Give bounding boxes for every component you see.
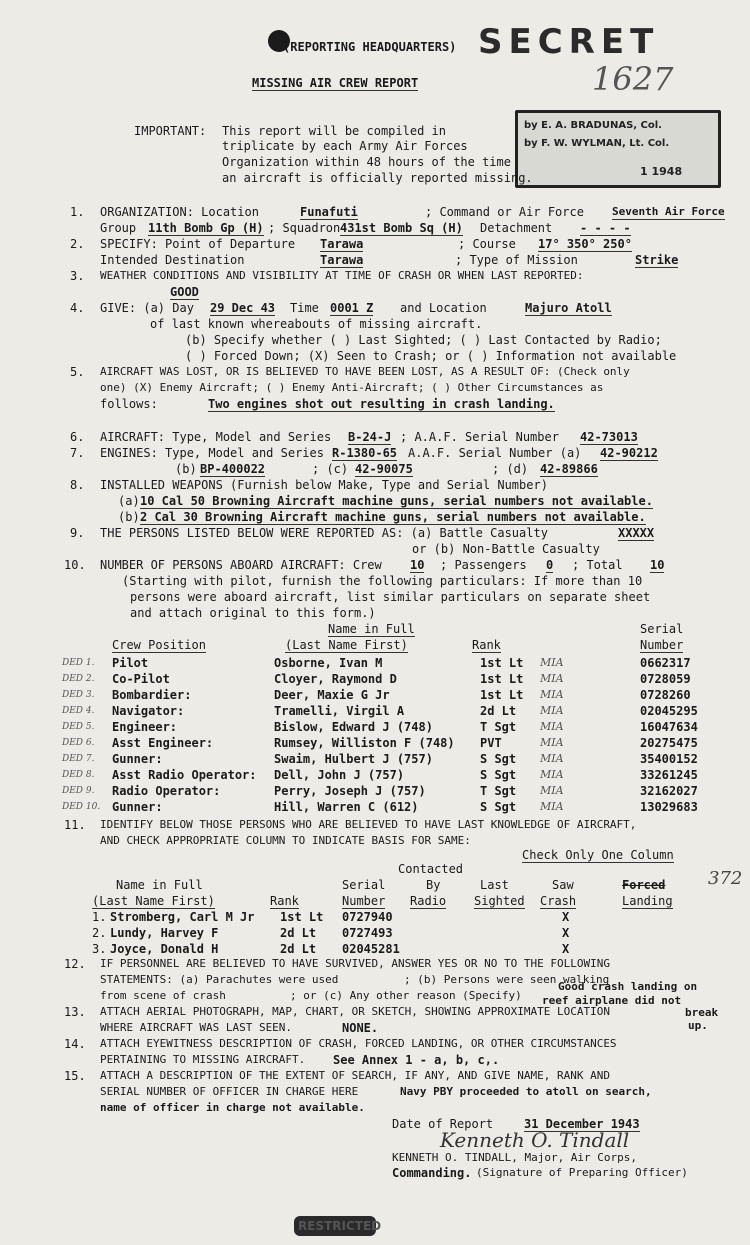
crew-position: Radio Operator: xyxy=(112,784,221,798)
crew-status: MIA xyxy=(540,784,564,797)
witness-crash: X xyxy=(562,926,570,940)
crew-position: Gunner: xyxy=(112,800,163,814)
crew-serial: 0728059 xyxy=(640,672,691,686)
secret-stamp: SECRET xyxy=(478,22,660,62)
item-1-label-squadron: ; Squadron xyxy=(268,221,341,235)
item-14-number: 14. xyxy=(64,1037,86,1051)
crew-row xyxy=(0,688,750,703)
crew-header-name: (Last Name First) xyxy=(285,638,408,652)
item-7-model: R-1380-65 xyxy=(332,446,398,460)
item-11-header-radio: Radio xyxy=(410,894,447,908)
crew-row xyxy=(0,736,750,751)
witness-crash: X xyxy=(562,942,570,956)
item-11-header-name: (Last Name First) xyxy=(92,894,215,908)
item-11-number: 11. xyxy=(64,818,86,832)
item-8-weapons-b: 2 Cal 30 Browning Aircraft machine guns, serial numbers not available. xyxy=(140,510,646,524)
item-1-squadron: 431st Bomb Sq (H) xyxy=(340,221,463,235)
item-10-line-2: (Starting with pilot, furnish the following particulars: If more than 10 xyxy=(122,574,643,588)
item-12-answer-2: reef airplane did not xyxy=(542,994,682,1007)
item-2-label-departure: SPECIFY: Point of Departure xyxy=(100,237,296,251)
item-11-header-serial-top: Serial xyxy=(342,878,386,892)
crew-position: Pilot xyxy=(112,656,149,670)
crew-position: Asst Engineer: xyxy=(112,736,214,750)
item-9-battle-casualty: XXXXX xyxy=(618,526,655,540)
item-4-label-day: GIVE: (a) Day xyxy=(100,301,194,315)
declass-line-3: 1 1948 xyxy=(640,165,683,178)
item-14-line-1: ATTACH EYEWITNESS DESCRIPTION OF CRASH, FORCED LANDING, OR OTHER CIRCUMSTANCES xyxy=(100,1037,617,1050)
crew-position: Asst Radio Operator: xyxy=(112,768,257,782)
item-9-number: 9. xyxy=(70,526,85,540)
crew-rank: S Sgt xyxy=(480,768,517,782)
bottom-stamp-text: RESTRICTED xyxy=(298,1219,382,1233)
crew-header-position: Crew Position xyxy=(112,638,206,652)
item-4-line-3: (b) Specify whether ( ) Last Sighted; ( ) Last Contacted by Radio; xyxy=(185,333,662,347)
item-15-line-1: ATTACH A DESCRIPTION OF THE EXTENT OF SEARCH, IF ANY, AND GIVE NAME, RANK AND xyxy=(100,1069,610,1082)
item-14-line-2: PERTAINING TO MISSING AIRCRAFT. xyxy=(100,1053,306,1066)
item-13-value: NONE. xyxy=(342,1021,379,1035)
crew-name: Deer, Maxie G Jr xyxy=(274,688,390,702)
crew-mark: DED 9. xyxy=(62,786,95,796)
crew-rank: PVT xyxy=(480,736,502,750)
item-1-label-command: ; Command or Air Force xyxy=(425,205,584,219)
item-1-label-detachment: Detachment xyxy=(480,221,553,235)
item-4-time: 0001 Z xyxy=(330,301,374,315)
item-1-number: 1. xyxy=(70,205,85,219)
crew-serial: 32162027 xyxy=(640,784,698,798)
item-5-number: 5. xyxy=(70,365,85,379)
item-11-header-last: Last xyxy=(480,878,509,892)
item-10-label-total: ; Total xyxy=(572,558,623,572)
witness-serial: 02045281 xyxy=(342,942,400,956)
crew-serial: 0728260 xyxy=(640,688,691,702)
crew-name: Dell, John J (757) xyxy=(274,768,405,782)
crew-serial: 16047634 xyxy=(640,720,698,734)
crew-status: MIA xyxy=(540,656,564,669)
item-8-label: INSTALLED WEAPONS (Furnish below Make, Type and Serial Number) xyxy=(100,478,548,492)
witness-name: Joyce, Donald H xyxy=(110,942,219,956)
date-of-report-label: Date of Report xyxy=(392,1117,494,1131)
item-10-crew: 10 xyxy=(410,558,425,572)
reporting-headquarters: (REPORTING HEADQUARTERS) xyxy=(283,40,457,54)
item-9-line-2: or (b) Non-Battle Casualty xyxy=(412,542,600,556)
crew-mark: DED 10. xyxy=(62,802,101,812)
witness-row xyxy=(0,910,750,925)
crew-header-rank: Rank xyxy=(472,638,501,652)
crew-mark: DED 2. xyxy=(62,674,95,684)
item-12-line-3: from scene of crash xyxy=(100,989,226,1002)
item-4-line-4: ( ) Forced Down; (X) Seen to Crash; or ( ) Information not available xyxy=(185,349,677,363)
declass-line-1: by E. A. BRADUNAS, Col. xyxy=(524,120,662,131)
crew-mark: DED 6. xyxy=(62,738,95,748)
item-11-line-2: AND CHECK APPROPRIATE COLUMN TO INDICATE BASIS FOR SAME: xyxy=(100,834,471,847)
item-1-command: Seventh Air Force xyxy=(612,205,725,218)
important-line-4: an aircraft is officially reported missing. xyxy=(222,171,533,185)
crew-row xyxy=(0,800,750,815)
item-2-departure: Tarawa xyxy=(320,237,364,251)
item-12-number: 12. xyxy=(64,957,86,971)
item-15-value-2: name of officer in charge not available. xyxy=(100,1101,365,1114)
crew-header-serial: Number xyxy=(640,638,684,652)
crew-status: MIA xyxy=(540,704,564,717)
crew-serial: 33261245 xyxy=(640,768,698,782)
witness-n: 3. xyxy=(92,942,107,956)
crew-name: Swaim, Hulbert J (757) xyxy=(274,752,433,766)
crew-rank: 1st Lt xyxy=(480,656,524,670)
item-1-location: Funafuti xyxy=(300,205,358,219)
item-6-model: B-24-J xyxy=(348,430,392,444)
crew-rank: S Sgt xyxy=(480,752,517,766)
crew-position: Navigator: xyxy=(112,704,185,718)
crew-serial: 02045295 xyxy=(640,704,698,718)
item-8-number: 8. xyxy=(70,478,85,492)
item-11-header-sighted: Sighted xyxy=(474,894,525,908)
crew-name: Rumsey, Williston F (748) xyxy=(274,736,455,750)
item-11-header-forced: Forced xyxy=(622,878,666,892)
crew-row xyxy=(0,720,750,735)
item-7-label-model: ENGINES: Type, Model and Series xyxy=(100,446,324,460)
item-5-line-2: one) (X) Enemy Aircraft; ( ) Enemy Anti-Aircraft; ( ) Other Circumstances as xyxy=(100,381,604,394)
item-8-label-b: (b) xyxy=(118,510,140,524)
crew-position: Co-Pilot xyxy=(112,672,170,686)
witness-name: Lundy, Harvey F xyxy=(110,926,219,940)
item-7-label-d: ; (d) xyxy=(492,462,529,476)
item-3-weather: GOOD xyxy=(170,285,199,299)
item-4-label-time: Time xyxy=(290,301,319,315)
item-7-label-serial: A.A.F. Serial Number (a) xyxy=(408,446,582,460)
item-8-label-a: (a) xyxy=(118,494,140,508)
crew-rank: S Sgt xyxy=(480,800,517,814)
item-5-line-1: AIRCRAFT WAS LOST, OR IS BELIEVED TO HAVE BEEN LOST, AS A RESULT OF: (Check only xyxy=(100,365,630,378)
item-7-label-b: (b) xyxy=(175,462,197,476)
crew-rank: 2d Lt xyxy=(480,704,517,718)
crew-name: Tramelli, Virgil A xyxy=(274,704,405,718)
item-13-line-2: WHERE AIRCRAFT WAS LAST SEEN. xyxy=(100,1021,293,1034)
item-11-check-note: Check Only One Column xyxy=(522,848,674,862)
item-2-mission: Strike xyxy=(635,253,679,267)
crew-serial: 20275475 xyxy=(640,736,698,750)
item-12-line-2b: ; (b) Persons were seen walking xyxy=(404,973,610,986)
item-13-number: 13. xyxy=(64,1005,86,1019)
item-10-total: 10 xyxy=(650,558,665,572)
item-11-header-crash: Crash xyxy=(540,894,577,908)
item-12-answer-1: Good crash landing on xyxy=(558,980,698,993)
item-12-answer-3: break xyxy=(685,1006,719,1019)
signature-caption: (Signature of Preparing Officer) xyxy=(476,1166,688,1179)
item-10-label-crew: NUMBER OF PERSONS ABOARD AIRCRAFT: Crew xyxy=(100,558,382,572)
item-1-group: 11th Bomb Gp (H) xyxy=(148,221,264,235)
crew-status: MIA xyxy=(540,688,564,701)
item-12-line-2: STATEMENTS: (a) Parachutes were used xyxy=(100,973,339,986)
crew-status: MIA xyxy=(540,768,564,781)
item-10-line-3: persons were aboard aircraft, list similar particulars on separate sheet xyxy=(130,590,651,604)
crew-name: Bislow, Edward J (748) xyxy=(274,720,433,734)
witness-name: Stromberg, Carl M Jr xyxy=(110,910,255,924)
crew-name: Perry, Joseph J (757) xyxy=(274,784,426,798)
item-1-label-group: Group xyxy=(100,221,137,235)
item-10-line-4: and attach original to this form.) xyxy=(130,606,376,620)
item-7-serial-b: BP-400022 xyxy=(200,462,266,476)
item-4-line-2: of last known whereabouts of missing aircraft. xyxy=(150,317,483,331)
item-6-label-model: AIRCRAFT: Type, Model and Series xyxy=(100,430,332,444)
item-7-serial-c: 42-90075 xyxy=(355,462,413,476)
witness-rank: 2d Lt xyxy=(280,926,317,940)
crew-serial: 0662317 xyxy=(640,656,691,670)
crew-rank: T Sgt xyxy=(480,720,517,734)
witness-rank: 2d Lt xyxy=(280,942,317,956)
crew-serial: 35400152 xyxy=(640,752,698,766)
witness-n: 2. xyxy=(92,926,107,940)
crew-mark: DED 1. xyxy=(62,658,95,668)
signature: Kenneth O. Tindall xyxy=(440,1128,630,1152)
item-2-course: 17° 350° 250° xyxy=(538,237,632,251)
crew-header-name-top: Name in Full xyxy=(328,622,415,636)
crew-position: Gunner: xyxy=(112,752,163,766)
crew-name: Hill, Warren C (612) xyxy=(274,800,419,814)
item-15-line-2: SERIAL NUMBER OF OFFICER IN CHARGE HERE xyxy=(100,1085,359,1098)
crew-status: MIA xyxy=(540,720,564,733)
crew-mark: DED 8. xyxy=(62,770,95,780)
item-11-header-landing: Landing xyxy=(622,894,673,908)
crew-row xyxy=(0,704,750,719)
signer-name: KENNETH O. TINDALL, Major, Air Corps, xyxy=(392,1151,638,1164)
declass-line-2: by F. W. WYLMAN, Lt. Col. xyxy=(524,138,670,149)
item-7-serial-d: 42-89866 xyxy=(540,462,598,476)
report-title: MISSING AIR CREW REPORT xyxy=(252,76,419,90)
item-2-label-destination: Intended Destination xyxy=(100,253,245,267)
crew-status: MIA xyxy=(540,752,564,765)
crew-row xyxy=(0,784,750,799)
item-15-value-1: Navy PBY proceeded to atoll on search, xyxy=(400,1085,652,1098)
date-of-report: 31 December 1943 xyxy=(524,1117,640,1131)
crew-rank: T Sgt xyxy=(480,784,517,798)
item-2-label-course: ; Course xyxy=(458,237,516,251)
crew-mark: DED 4. xyxy=(62,706,95,716)
item-11-margin-number: 372 xyxy=(708,868,743,889)
item-4-location: Majuro Atoll xyxy=(525,301,612,315)
item-11-header-contacted: Contacted xyxy=(398,862,464,876)
witness-row xyxy=(0,942,750,957)
handwritten-report-number: 1627 xyxy=(592,60,674,98)
item-11-header-serial: Number xyxy=(342,894,386,908)
crew-status: MIA xyxy=(540,736,564,749)
important-line-2: triplicate by each Army Air Forces xyxy=(222,139,468,153)
item-2-number: 2. xyxy=(70,237,85,251)
item-12-answer-4: up. xyxy=(688,1019,708,1032)
important-line-1: This report will be compiled in xyxy=(222,124,446,138)
item-11-header-rank: Rank xyxy=(270,894,299,908)
item-12-line-3b: ; or (c) Any other reason (Specify) xyxy=(290,989,522,1002)
item-6-label-serial: ; A.A.F. Serial Number xyxy=(400,430,559,444)
witness-row xyxy=(0,926,750,941)
crew-row xyxy=(0,768,750,783)
witness-crash: X xyxy=(562,910,570,924)
item-3-number: 3. xyxy=(70,269,85,283)
crew-mark: DED 5. xyxy=(62,722,95,732)
item-2-destination: Tarawa xyxy=(320,253,364,267)
item-8-weapons-a: 10 Cal 50 Browning Aircraft machine guns, serial numbers not available. xyxy=(140,494,653,508)
item-10-number: 10. xyxy=(64,558,86,572)
crew-row xyxy=(0,752,750,767)
crew-name: Osborne, Ivan M xyxy=(274,656,383,670)
item-3-label: WEATHER CONDITIONS AND VISIBILITY AT TIME OF CRASH OR WHEN LAST REPORTED: xyxy=(100,269,584,282)
crew-position: Bombardier: xyxy=(112,688,192,702)
item-14-value: See Annex 1 - a, b, c,. xyxy=(333,1053,500,1067)
item-1-detachment: - - - - xyxy=(580,221,631,235)
item-4-label-location: and Location xyxy=(400,301,487,315)
signer-commanding: Commanding. xyxy=(392,1166,472,1180)
crew-serial: 13029683 xyxy=(640,800,698,814)
item-4-number: 4. xyxy=(70,301,85,315)
crew-rank: 1st Lt xyxy=(480,688,524,702)
witness-rank: 1st Lt xyxy=(280,910,324,924)
item-9-label: THE PERSONS LISTED BELOW WERE REPORTED AS: (a) Battle Casualty xyxy=(100,526,548,540)
crew-row xyxy=(0,672,750,687)
item-11-header-saw: Saw xyxy=(552,878,574,892)
crew-row xyxy=(0,656,750,671)
crew-mark: DED 7. xyxy=(62,754,95,764)
crew-position: Engineer: xyxy=(112,720,178,734)
item-6-serial: 42-73013 xyxy=(580,430,638,444)
witness-n: 1. xyxy=(92,910,107,924)
crew-header-serial-top: Serial xyxy=(640,622,684,636)
item-10-label-passengers: ; Passengers xyxy=(440,558,527,572)
item-4-day: 29 Dec 43 xyxy=(210,301,276,315)
important-line-3: Organization within 48 hours of the time xyxy=(222,155,511,169)
crew-name: Cloyer, Raymond D xyxy=(274,672,397,686)
item-11-header-by: By xyxy=(426,878,441,892)
item-13-line-1: ATTACH AERIAL PHOTOGRAPH, MAP, CHART, OR SKETCH, SHOWING APPROXIMATE LOCATION xyxy=(100,1005,610,1018)
important-label: IMPORTANT: xyxy=(134,124,207,138)
item-11-header-name-top: Name in Full xyxy=(116,878,203,892)
item-2-label-mission: ; Type of Mission xyxy=(455,253,578,267)
crew-status: MIA xyxy=(540,800,564,813)
crew-mark: DED 3. xyxy=(62,690,95,700)
item-10-passengers: 0 xyxy=(546,558,554,572)
witness-serial: 0727940 xyxy=(342,910,393,924)
item-5-circumstances: Two engines shot out resulting in crash landing. xyxy=(208,397,555,411)
item-7-number: 7. xyxy=(70,446,85,460)
item-15-number: 15. xyxy=(64,1069,86,1083)
crew-rank: 1st Lt xyxy=(480,672,524,686)
item-11-line-1: IDENTIFY BELOW THOSE PERSONS WHO ARE BELIEVED TO HAVE LAST KNOWLEDGE OF AIRCRAFT, xyxy=(100,818,637,831)
witness-serial: 0727493 xyxy=(342,926,393,940)
item-12-line-1: IF PERSONNEL ARE BELIEVED TO HAVE SURVIVED, ANSWER YES OR NO TO THE FOLLOWING xyxy=(100,957,610,970)
item-7-label-c: ; (c) xyxy=(312,462,349,476)
item-5-label-follows: follows: xyxy=(100,397,158,411)
item-7-serial-a: 42-90212 xyxy=(600,446,658,460)
item-6-number: 6. xyxy=(70,430,85,444)
item-1-label-location: ORGANIZATION: Location xyxy=(100,205,259,219)
crew-status: MIA xyxy=(540,672,564,685)
